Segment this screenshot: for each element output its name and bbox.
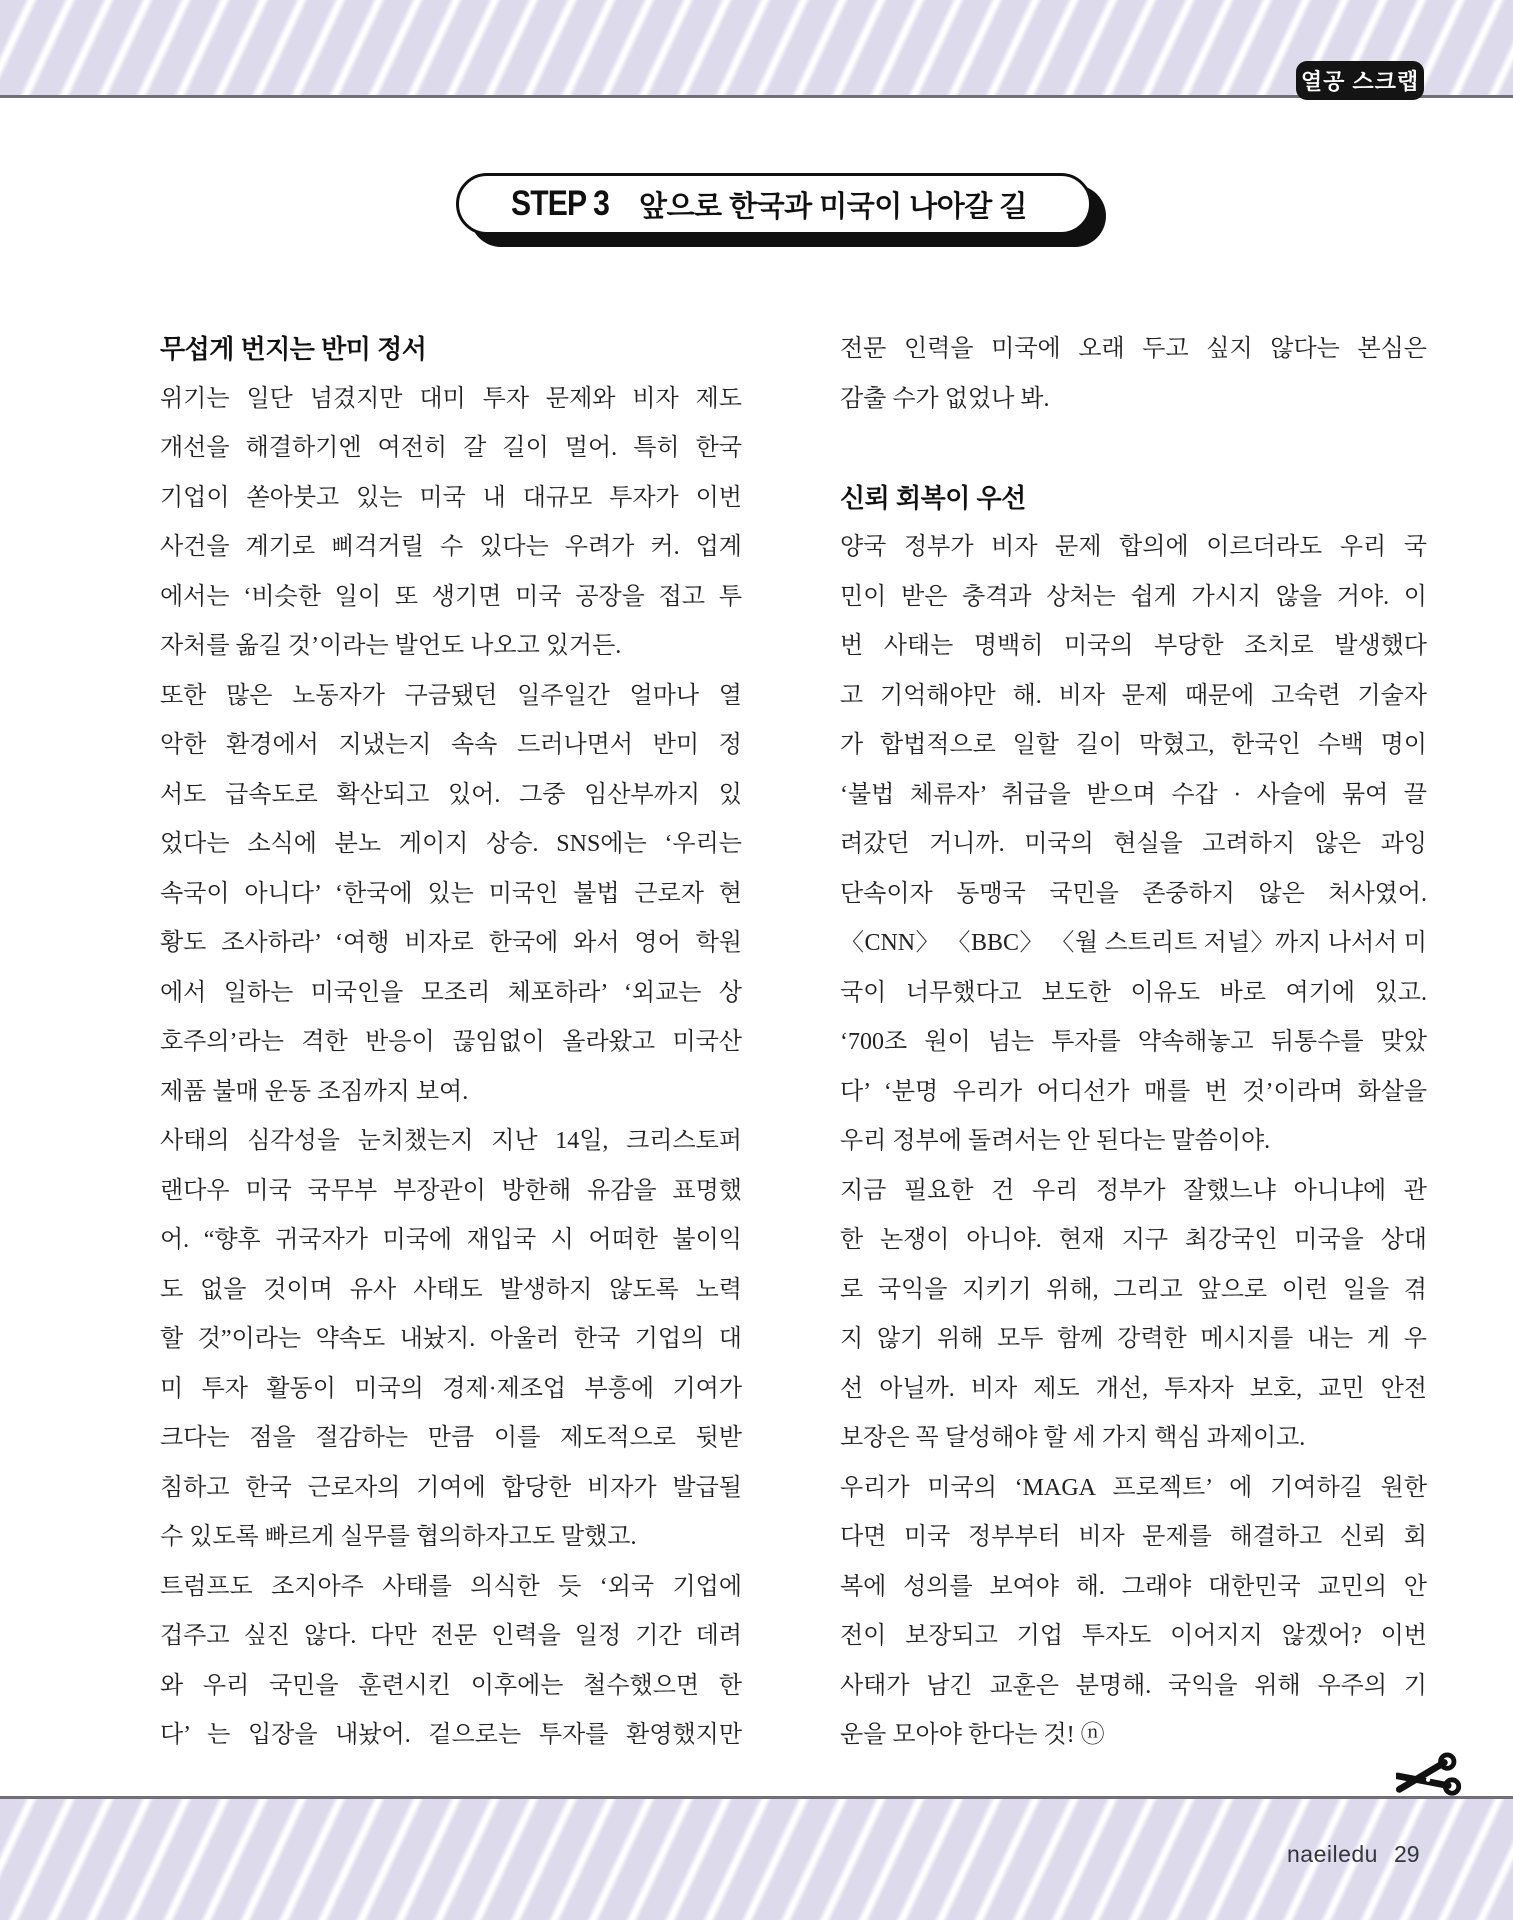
text-section [840, 325, 1427, 424]
text-line: 가 합법적으로 일할 길이 막혔고, 한국인 수백 명이 [840, 732, 1427, 758]
left-column [160, 325, 742, 1761]
text-line: 우리 정부에 돌려서는 안 된다는 말씀이야. [840, 1128, 1271, 1154]
text-line: 겁주고 싶진 않다. 다만 전문 인력을 일정 기간 데려 [160, 1623, 742, 1649]
scrap-badge [1296, 61, 1424, 100]
text-line: 황도 조사하라’ ‘여행 비자로 한국에 와서 영어 학원 [160, 930, 742, 956]
text-line: 운을 모아야 한다는 것! ⓝ [840, 1722, 1105, 1748]
text-line: 기업이 쏟아붓고 있는 미국 내 대규모 투자가 이번 [160, 484, 742, 511]
text-line: 제품 불매 운동 조짐까지 보여. [160, 1078, 469, 1105]
text-line: 한 논쟁이 아니야. 현재 지구 최강국인 미국을 상대 [840, 1227, 1427, 1253]
section-heading: 신뢰 회복이 우선 [840, 482, 1026, 513]
text-line: 국이 너무했다고 보도한 이유도 바로 여기에 있고. [840, 979, 1427, 1006]
section-heading: 무섭게 번지는 반미 정서 [160, 334, 427, 364]
text-line: 에서 일하는 미국인을 모조리 체포하라’ ‘외교는 상 [160, 979, 742, 1006]
text-line: 선 아닐까. 비자 제도 개선, 투자자 보호, 교민 안전 [840, 1375, 1427, 1402]
text-line: 에서는 ‘비슷한 일이 또 생기면 미국 공장을 접고 투 [160, 583, 742, 610]
scissors-icon [1396, 1752, 1464, 1798]
text-line: ‘700조 원이 넘는 투자를 약속해놓고 뒤통수를 맞았 [840, 1029, 1427, 1055]
text-line: 개선을 해결하기엔 여전히 갈 길이 멀어. 특히 한국 [160, 435, 742, 461]
step-header [456, 173, 1092, 235]
text-line: 감출 수가 없었나 봐. [840, 385, 1050, 412]
text-line: 우리가 미국의 ‘MAGA 프로젝트’ 에 기여하길 원한 [840, 1474, 1427, 1501]
text-line: 할 것”이라는 약속도 내놨지. 아울러 한국 기업의 대 [160, 1326, 742, 1352]
text-line: 전이 보장되고 기업 투자도 이어지지 않겠어? 이번 [840, 1623, 1427, 1649]
text-line: 사태의 심각성을 눈치챘는지 지난 14일, 크리스토퍼 [160, 1128, 742, 1154]
text-line: 민이 받은 충격과 상처는 쉽게 가시지 않을 거야. 이 [840, 583, 1427, 610]
text-line: 서도 급속도로 확산되고 있어. 그중 임산부까지 있 [160, 781, 742, 808]
footer-page-number: 29 [1394, 1841, 1420, 1867]
text-line: 위기는 일단 넘겼지만 대미 투자 문제와 비자 제도 [160, 385, 742, 412]
text-line: 와 우리 국민을 훈련시킨 이후에는 철수했으면 한 [160, 1672, 742, 1699]
scrap-badge-label: 열공 스크랩 [1300, 69, 1420, 94]
text-line: 악한 환경에서 지냈는지 속속 드러나면서 반미 정 [160, 732, 742, 758]
text-line: 보장은 꼭 달성해야 할 세 가지 핵심 과제이고. [840, 1425, 1306, 1451]
text-line: 복에 성의를 보여야 해. 그래야 대한민국 교민의 안 [840, 1573, 1427, 1600]
text-line: 어. “향후 귀국자가 미국에 재입국 시 어떠한 불이익 [160, 1227, 742, 1253]
text-line: 침하고 한국 근로자의 기여에 합당한 비자가 발급될 [160, 1474, 742, 1501]
text-line: 도 없을 것이며 유사 사태도 발생하지 않도록 노력 [160, 1276, 742, 1303]
text-line: 양국 정부가 비자 문제 합의에 이르더라도 우리 국 [840, 534, 1427, 560]
text-line: 려갔던 거니까. 미국의 현실을 고려하지 않은 과잉 [840, 831, 1427, 857]
text-line: 자처를 옮길 것’이라는 발언도 나오고 있거든. [160, 633, 622, 659]
text-line: 로 국익을 지키기 위해, 그리고 앞으로 이런 일을 겪 [840, 1276, 1427, 1303]
text-line: 번 사태는 명백히 미국의 부당한 조치로 발생했다 [840, 633, 1427, 659]
step-title: 앞으로 한국과 미국이 나아갈 길 [638, 190, 1027, 223]
text-line: 트럼프도 조지아주 사태를 의식한 듯 ‘외국 기업에 [160, 1573, 742, 1600]
text-line: 다’ ‘분명 우리가 어디선가 매를 번 것’이라며 화살을 [840, 1078, 1427, 1105]
text-line: 랜다우 미국 국무부 부장관이 방한해 유감을 표명했 [160, 1177, 742, 1204]
text-line: 었다는 소식에 분노 게이지 상승. SNS에는 ‘우리는 [160, 831, 742, 857]
text-line: 〈CNN〉 〈BBC〉 〈월 스트리트 저널〉까지 나서서 미 [840, 930, 1427, 956]
text-line: 크다는 점을 절감하는 만큼 이를 제도적으로 뒷받 [160, 1425, 742, 1451]
top-border-stripes [0, 0, 1513, 98]
text-line: 속국이 아니다’ ‘한국에 있는 미국인 불법 근로자 현 [160, 880, 742, 907]
step-number-label: STEP 3 [511, 184, 610, 223]
text-line: ‘불법 체류자’ 취급을 받으며 수갑 · 사슬에 묶여 끌 [840, 781, 1427, 808]
text-line: 수 있도록 빠르게 실무를 협의하자고도 말했고. [160, 1524, 637, 1550]
text-line: 또한 많은 노동자가 구금됐던 일주일간 얼마나 열 [160, 682, 742, 709]
text-line: 지 않기 위해 모두 함께 강력한 메시지를 내는 게 우 [840, 1326, 1427, 1352]
text-line: 다’ 는 입장을 내놨어. 겉으로는 투자를 환영했지만 [160, 1722, 742, 1748]
text-line: 다면 미국 정부부터 비자 문제를 해결하고 신뢰 회 [840, 1524, 1427, 1550]
text-line: 사건을 계기로 삐걱거릴 수 있다는 우려가 커. 업계 [160, 534, 742, 560]
text-line: 호주의’라는 격한 반응이 끊임없이 올라왔고 미국산 [160, 1029, 742, 1055]
text-section [840, 474, 1427, 1761]
bottom-border-stripes [0, 1796, 1513, 1920]
text-line: 고 기억해야만 해. 비자 문제 때문에 고숙련 기술자 [840, 682, 1427, 709]
text-line: 단속이자 동맹국 국민을 존중하지 않은 처사였어. [840, 880, 1427, 907]
footer-brand: naeiledu [1287, 1841, 1378, 1867]
text-section [160, 325, 742, 1761]
text-line: 전문 인력을 미국에 오래 두고 싶지 않다는 본심은 [840, 336, 1427, 362]
text-line: 미 투자 활동이 미국의 경제·제조업 부흥에 기여가 [160, 1375, 742, 1402]
right-column [840, 325, 1427, 1761]
text-line: 지금 필요한 건 우리 정부가 잘했느냐 아니냐에 관 [840, 1177, 1427, 1204]
text-line: 사태가 남긴 교훈은 분명해. 국익을 위해 우주의 기 [840, 1672, 1427, 1699]
